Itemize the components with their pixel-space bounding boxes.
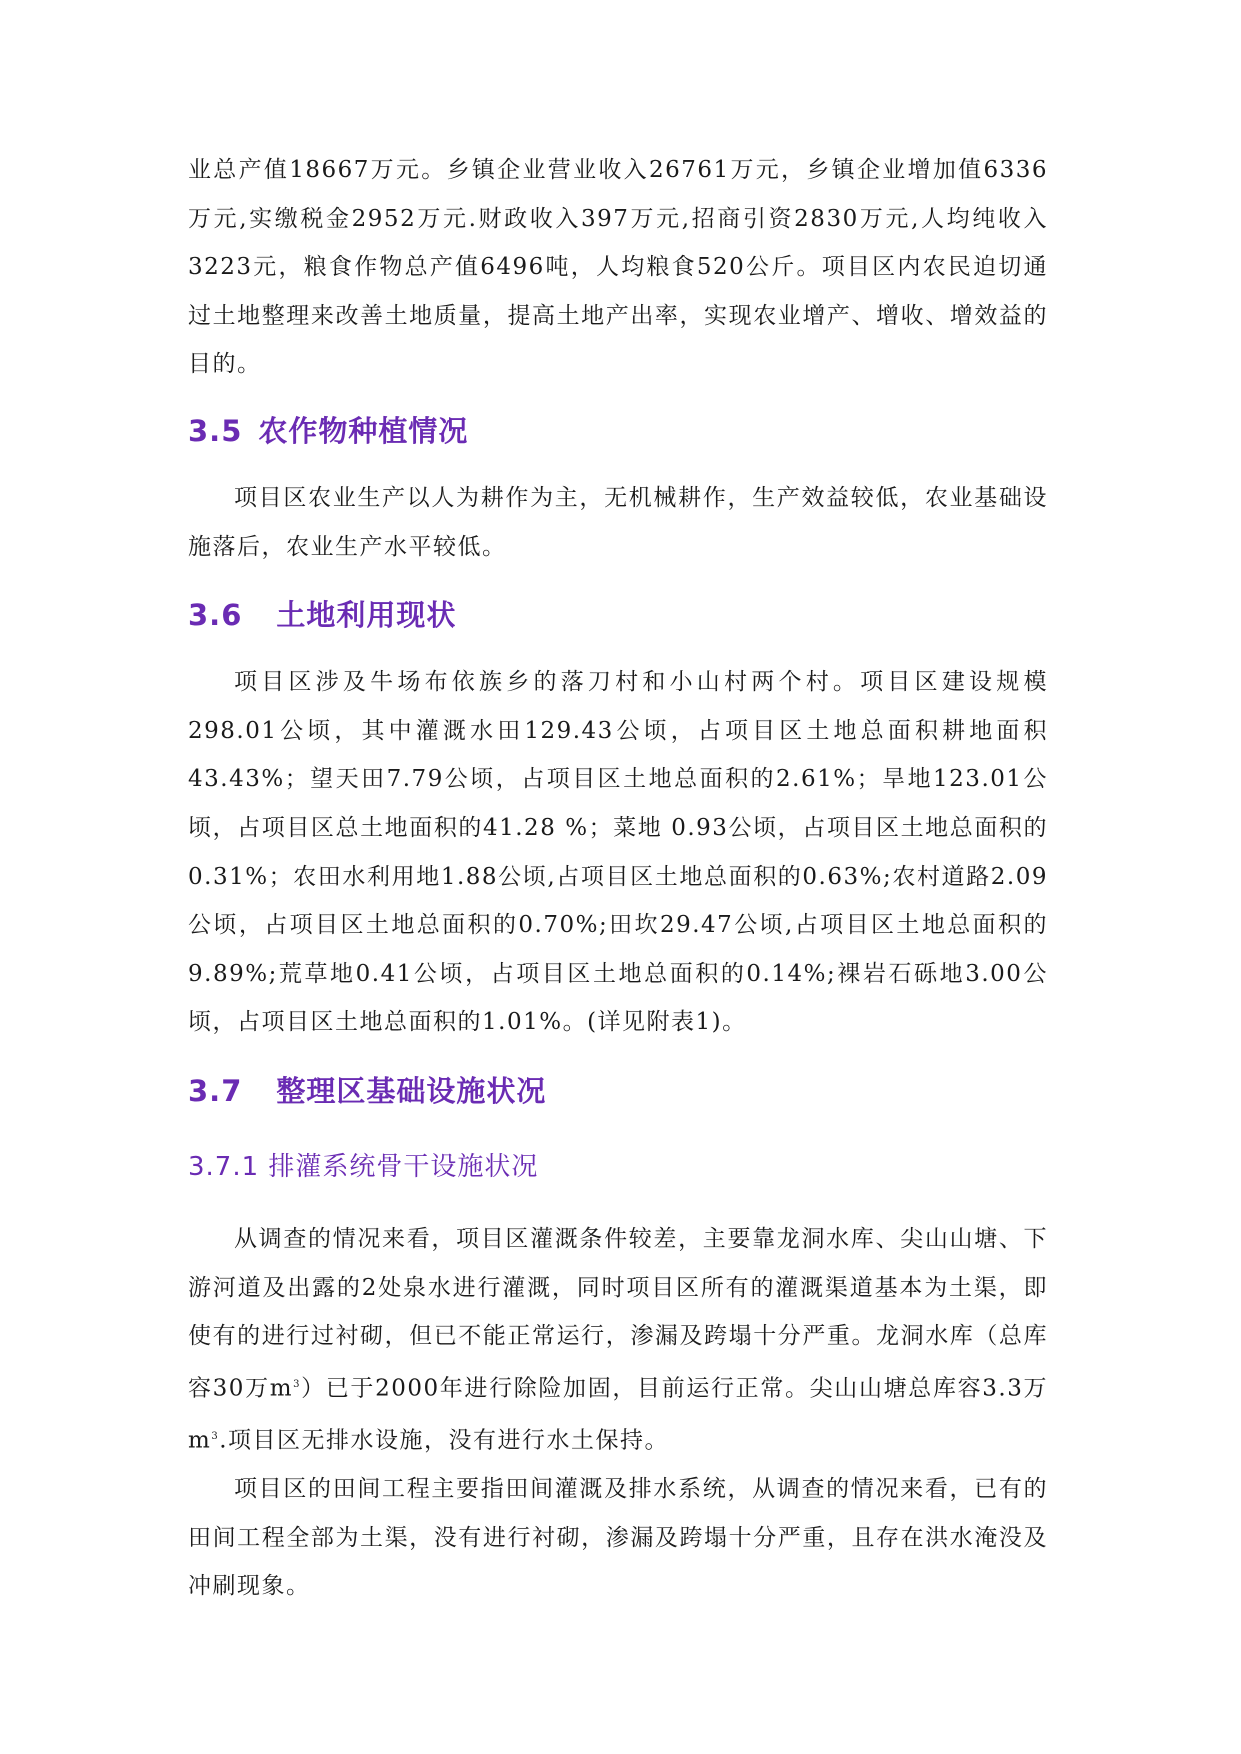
section-3-7-1-paragraph-1 — [188, 1215, 1048, 1465]
unit-superscript: 3 — [211, 1430, 220, 1442]
section-title: 整理区基础设施状况 — [276, 1073, 547, 1108]
paragraph-text: .项目区无排水设施，没有进行水土保持。 — [219, 1427, 669, 1454]
section-title: 土地利用现状 — [276, 598, 457, 633]
paragraph-text: 从调查的情况来看，项目区灌溉条件较差，主要靠龙洞水库、尖山山塘、下游河道及出露的2处泉水进行灌溉，同时项目区所有的灌溉渠道基本为土渠，即使有的进行过衬砌，但已不能正常运行，渗漏及跨塌十分严重。龙洞水库（总库容30万m — [188, 1225, 1048, 1402]
section-number: 3.6 — [188, 598, 243, 633]
unit-superscript: 3 — [293, 1378, 301, 1390]
section-heading-3-6 — [188, 595, 1048, 635]
section-3-7-1-paragraph-2: 项目区的田间工程主要指田间灌溉及排水系统，从调查的情况来看，已有的田间工程全部为土渠，没有进行衬砌，渗漏及跨塌十分严重，且存在洪水淹没及冲刷现象。 — [188, 1476, 1048, 1600]
subsection-heading-3-7-1: 3.7.1 排灌系统骨干设施状况 — [188, 1151, 539, 1182]
section-title: 农作物种植情况 — [258, 413, 469, 448]
section-number: 3.5 — [188, 413, 243, 448]
paragraph-text: ）已于2000年进行除险加固，目前运行正常。尖山山塘总库容3.3万m — [188, 1375, 1048, 1454]
section-heading-3-7 — [188, 1071, 1048, 1111]
section-heading-3-5 — [188, 411, 1048, 451]
section-3-5-paragraph: 项目区农业生产以人为耕作为主，无机械耕作，生产效益较低，农业基础设施落后，农业生产水平较低。 — [188, 484, 1048, 560]
document-body — [188, 146, 1048, 1611]
section-3-6-paragraph: 项目区涉及牛场布依族乡的落刀村和小山村两个村。项目区建设规模298.01公顷，其中灌溉水田129.43公顷，占项目区土地总面积耕地面积43.43%；望天田7.79公顷，占项目区土地总面积的2.61%；旱地123.01公顷，占项目区总土地面积的41.28 %；菜地 0.93公顷，占项目区土地总面积的0.31%；农田水利用地1.88公顷,占项目区土地总面积的0.63%;农村道路2.09公顷，占项目区土地总面积的0.70%;田坎29.47公顷,占项目区土地总面积的9.89%;荒草地0.41公顷，占项目区土地总面积的0.14%;裸岩石砾地3.00公顷，占项目区土地总面积的1.01%。(详见附表1)。 — [188, 669, 1048, 1036]
intro-paragraph: 业总产值18667万元。乡镇企业营业收入26761万元，乡镇企业增加值6336万元,实缴税金2952万元.财政收入397万元,招商引资2830万元,人均纯收入3223元，粮食作物总产值6496吨，人均粮食520公斤。项目区内农民迫切通过土地整理来改善土地质量，提高土地产出率，实现农业增产、增收、增效益的目的。 — [188, 157, 1048, 378]
section-number: 3.7 — [188, 1073, 243, 1108]
